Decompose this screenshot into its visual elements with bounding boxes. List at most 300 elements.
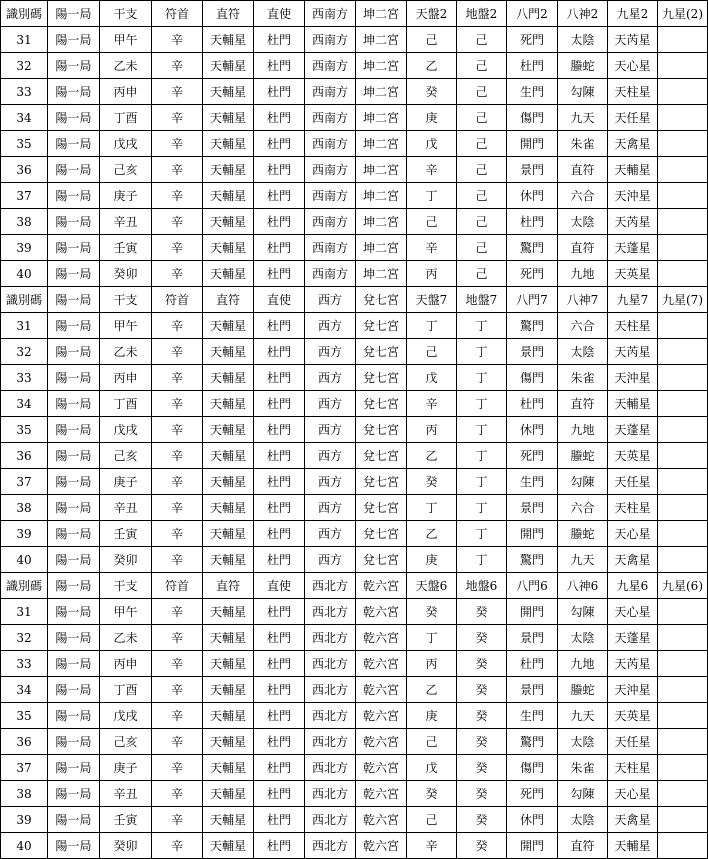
table-cell: 勾陳 [558,469,608,495]
table-cell: 太陰 [558,339,608,365]
table-cell: 驚門 [507,729,558,755]
column-header: 直符 [203,287,254,313]
table-cell: 己 [457,261,507,287]
table-cell: 陽一局 [48,235,100,261]
table-cell: 丁 [457,521,507,547]
table-cell: 31 [1,599,48,625]
table-cell: 直符 [558,833,608,859]
table-cell: 天輔星 [203,833,254,859]
table-cell: 辛 [152,235,203,261]
table-cell: 驚門 [507,547,558,573]
table-cell: 丁酉 [100,677,152,703]
table-cell: 陽一局 [48,53,100,79]
table-cell: 癸 [457,677,507,703]
table-cell: 辛 [407,157,457,183]
table-cell: 天蓬星 [608,625,658,651]
table-cell: 34 [1,105,48,131]
table-cell: 癸 [457,599,507,625]
table-cell: 37 [1,755,48,781]
table-cell: 天輔星 [203,781,254,807]
table-cell: 西北方 [305,677,356,703]
table-cell: 天蓬星 [608,235,658,261]
column-header: 西南方 [305,1,356,27]
table-cell: 35 [1,703,48,729]
table-row [1,677,708,703]
table-row [1,105,708,131]
table-cell: 陽一局 [48,651,100,677]
table-cell: 辛丑 [100,495,152,521]
table-cell: 坤二宮 [356,157,407,183]
table-cell: 天任星 [608,729,658,755]
table-cell: 癸卯 [100,833,152,859]
column-header: 八門7 [507,287,558,313]
table-cell: 天輔星 [203,547,254,573]
table-cell: 乾六宮 [356,625,407,651]
table-cell: 癸 [457,625,507,651]
table-cell: 癸 [407,599,457,625]
table-cell: 杜門 [254,365,305,391]
table-cell: 辛 [152,651,203,677]
table-cell: 杜門 [254,495,305,521]
column-header: 九星(6) [658,573,708,599]
table-cell: 死門 [507,27,558,53]
table-cell: 33 [1,79,48,105]
table-cell: 丙 [407,651,457,677]
table-cell: 癸卯 [100,261,152,287]
table-cell: 乾六宮 [356,833,407,859]
table-cell: 庚 [407,547,457,573]
table-cell: 九天 [558,547,608,573]
table-cell: 己 [407,729,457,755]
table-cell: 螣蛇 [558,443,608,469]
table-cell: 己亥 [100,157,152,183]
table-cell: 癸 [407,469,457,495]
table-cell: 己亥 [100,729,152,755]
table-cell: 癸 [407,781,457,807]
table-cell: 丁 [407,313,457,339]
table-cell: 杜門 [254,391,305,417]
table-cell [658,105,708,131]
table-cell: 直符 [558,391,608,417]
table-row [1,521,708,547]
table-cell: 勾陳 [558,781,608,807]
table-cell: 陽一局 [48,521,100,547]
table-cell: 杜門 [254,27,305,53]
table-cell: 太陰 [558,209,608,235]
table-cell: 辛 [152,625,203,651]
table-cell: 杜門 [254,651,305,677]
column-header: 符首 [152,573,203,599]
column-header: 乾六宮 [356,573,407,599]
table-cell: 開門 [507,833,558,859]
column-header: 符首 [152,1,203,27]
table-cell: 己 [457,105,507,131]
table-cell: 坤二宮 [356,235,407,261]
table-row [1,391,708,417]
table-cell: 庚子 [100,183,152,209]
column-header: 陽一局 [48,287,100,313]
table-cell: 辛 [152,469,203,495]
header-row [1,573,708,599]
table-cell: 天芮星 [608,651,658,677]
table-cell: 辛 [152,27,203,53]
table-cell: 天輔星 [203,339,254,365]
table-cell: 杜門 [254,209,305,235]
table-cell: 兌七宮 [356,339,407,365]
table-cell: 丙申 [100,365,152,391]
table-cell: 天輔星 [608,833,658,859]
table-cell: 西北方 [305,807,356,833]
table-cell: 杜門 [254,833,305,859]
table-cell [658,495,708,521]
table-cell: 丁酉 [100,105,152,131]
table-cell: 坤二宮 [356,131,407,157]
table-cell: 西北方 [305,755,356,781]
table-cell: 天沖星 [608,183,658,209]
table-cell: 杜門 [254,625,305,651]
table-cell: 死門 [507,261,558,287]
column-header: 識別碼 [1,287,48,313]
table-cell [658,339,708,365]
table-cell: 杜門 [507,391,558,417]
table-cell: 西北方 [305,703,356,729]
table-cell: 天輔星 [203,651,254,677]
table-cell: 天禽星 [608,807,658,833]
column-header: 九星(7) [658,287,708,313]
table-cell: 西北方 [305,599,356,625]
table-cell: 陽一局 [48,703,100,729]
table-cell: 辛 [152,703,203,729]
table-cell: 37 [1,183,48,209]
table-cell: 陽一局 [48,183,100,209]
table-cell [658,235,708,261]
table-cell: 辛 [152,495,203,521]
table-row [1,209,708,235]
column-header: 直使 [254,573,305,599]
table-cell: 太陰 [558,625,608,651]
table-cell: 天輔星 [203,261,254,287]
table-cell: 癸 [457,755,507,781]
table-cell: 辛 [152,261,203,287]
table-cell: 西方 [305,547,356,573]
table-cell: 六合 [558,495,608,521]
table-cell: 辛 [152,443,203,469]
table-cell: 天輔星 [203,157,254,183]
table-cell [658,365,708,391]
table-cell [658,677,708,703]
table-cell: 天禽星 [608,547,658,573]
table-cell: 生門 [507,79,558,105]
table-cell: 驚門 [507,235,558,261]
table-cell: 庚子 [100,469,152,495]
table-cell: 九天 [558,105,608,131]
table-cell: 陽一局 [48,729,100,755]
table-row [1,53,708,79]
table-cell: 天柱星 [608,755,658,781]
table-cell: 陽一局 [48,131,100,157]
table-cell: 32 [1,339,48,365]
table-cell: 癸 [457,651,507,677]
table-cell: 九地 [558,651,608,677]
column-header: 九星6 [608,573,658,599]
table-cell: 杜門 [254,677,305,703]
table-cell: 乾六宮 [356,677,407,703]
table-cell: 辛 [407,235,457,261]
table-cell: 辛 [152,781,203,807]
table-cell: 丁 [457,339,507,365]
header-row [1,287,708,313]
table-cell: 天輔星 [203,495,254,521]
table-cell: 開門 [507,131,558,157]
table-cell: 螣蛇 [558,521,608,547]
table-cell: 陽一局 [48,833,100,859]
table-row [1,495,708,521]
table-cell: 西北方 [305,625,356,651]
table-cell [658,417,708,443]
table-cell: 西方 [305,443,356,469]
table-cell: 西北方 [305,781,356,807]
table-cell [658,729,708,755]
table-cell: 丁 [457,469,507,495]
table-cell: 陽一局 [48,157,100,183]
table-cell: 34 [1,391,48,417]
table-cell [658,781,708,807]
table-cell: 西南方 [305,105,356,131]
table-cell: 生門 [507,703,558,729]
table-cell: 坤二宮 [356,183,407,209]
table-row [1,625,708,651]
table-row [1,833,708,859]
table-cell: 丁 [457,495,507,521]
table-cell: 丁 [407,625,457,651]
table-cell: 天輔星 [203,131,254,157]
table-row [1,339,708,365]
table-cell: 33 [1,651,48,677]
table-cell: 杜門 [254,183,305,209]
table-cell: 天英星 [608,443,658,469]
table-cell: 螣蛇 [558,677,608,703]
table-cell: 休門 [507,183,558,209]
table-cell: 乾六宮 [356,703,407,729]
table-cell: 杜門 [254,547,305,573]
table-cell: 壬寅 [100,807,152,833]
table-cell: 天輔星 [203,79,254,105]
table-cell: 己 [457,27,507,53]
table-row [1,755,708,781]
table-cell: 驚門 [507,313,558,339]
table-cell: 天輔星 [203,729,254,755]
table-cell: 陽一局 [48,79,100,105]
table-cell: 庚子 [100,755,152,781]
table-cell: 辛 [152,183,203,209]
column-header: 地盤7 [457,287,507,313]
table-cell: 天柱星 [608,79,658,105]
table-row [1,27,708,53]
table-cell: 38 [1,781,48,807]
table-row [1,547,708,573]
table-cell: 杜門 [254,313,305,339]
table-body [1,1,708,859]
table-cell: 天柱星 [608,495,658,521]
table-cell: 杜門 [254,339,305,365]
table-cell: 36 [1,443,48,469]
column-header: 干支 [100,573,152,599]
table-cell: 丁 [407,183,457,209]
table-cell: 景門 [507,677,558,703]
table-cell: 壬寅 [100,235,152,261]
table-row [1,651,708,677]
table-cell: 辛 [152,547,203,573]
table-cell: 39 [1,807,48,833]
table-row [1,79,708,105]
table-cell: 辛 [152,53,203,79]
table-cell: 坤二宮 [356,105,407,131]
table-cell: 辛丑 [100,781,152,807]
table-cell [658,547,708,573]
table-cell: 陽一局 [48,313,100,339]
table-cell: 杜門 [254,521,305,547]
table-cell: 傷門 [507,365,558,391]
table-cell: 西南方 [305,53,356,79]
column-header: 符首 [152,287,203,313]
table-cell: 西方 [305,521,356,547]
table-cell: 西南方 [305,235,356,261]
table-cell [658,183,708,209]
table-cell: 34 [1,677,48,703]
table-cell: 37 [1,469,48,495]
table-cell: 陽一局 [48,807,100,833]
table-cell: 辛 [152,131,203,157]
column-header: 坤二宮 [356,1,407,27]
table-cell: 天輔星 [203,27,254,53]
table-cell: 35 [1,131,48,157]
table-cell: 西方 [305,469,356,495]
table-cell: 丁 [457,313,507,339]
table-cell: 兌七宮 [356,391,407,417]
table-cell: 丁 [457,391,507,417]
table-cell [658,443,708,469]
table-cell: 己 [457,157,507,183]
table-cell: 天輔星 [203,105,254,131]
table-cell [658,625,708,651]
table-cell: 辛 [152,105,203,131]
table-cell: 辛丑 [100,209,152,235]
table-cell [658,391,708,417]
table-cell [658,53,708,79]
table-cell: 陽一局 [48,417,100,443]
column-header: 陽一局 [48,1,100,27]
table-cell: 陽一局 [48,625,100,651]
table-cell: 癸 [457,781,507,807]
table-cell: 天任星 [608,105,658,131]
table-cell: 甲午 [100,313,152,339]
table-cell: 陽一局 [48,391,100,417]
table-row [1,469,708,495]
table-cell: 陽一局 [48,469,100,495]
table-cell: 陽一局 [48,781,100,807]
table-cell: 坤二宮 [356,261,407,287]
table-cell [658,807,708,833]
table-cell: 杜門 [254,443,305,469]
table-cell: 壬寅 [100,521,152,547]
table-cell: 天蓬星 [608,417,658,443]
table-cell: 六合 [558,313,608,339]
table-cell: 陽一局 [48,677,100,703]
table-cell: 戊戌 [100,417,152,443]
table-cell: 丁 [457,443,507,469]
column-header: 直使 [254,287,305,313]
table-cell: 杜門 [254,729,305,755]
table-cell: 辛 [152,677,203,703]
table-cell: 螣蛇 [558,53,608,79]
column-header: 八門2 [507,1,558,27]
table-cell [658,157,708,183]
column-header: 天盤7 [407,287,457,313]
table-cell: 乙 [407,443,457,469]
column-header: 西方 [305,287,356,313]
column-header: 直符 [203,1,254,27]
table-cell: 西北方 [305,833,356,859]
table-cell: 己 [457,209,507,235]
table-cell: 癸卯 [100,547,152,573]
table-cell: 天輔星 [203,625,254,651]
table-cell: 庚 [407,703,457,729]
table-cell: 太陰 [558,27,608,53]
table-row [1,365,708,391]
table-cell: 陽一局 [48,547,100,573]
table-cell: 西南方 [305,183,356,209]
table-cell: 西方 [305,339,356,365]
table-cell: 丁 [457,547,507,573]
table-cell: 31 [1,313,48,339]
table-cell: 杜門 [507,53,558,79]
table-cell: 癸 [457,807,507,833]
table-cell: 兌七宮 [356,469,407,495]
table-cell: 杜門 [254,157,305,183]
table-cell: 癸 [457,703,507,729]
table-cell: 乙未 [100,339,152,365]
table-cell: 戊戌 [100,131,152,157]
table-cell: 乙 [407,53,457,79]
table-cell: 辛 [407,833,457,859]
table-cell: 景門 [507,495,558,521]
column-header: 八門6 [507,573,558,599]
table-cell: 生門 [507,469,558,495]
table-cell: 丁 [407,495,457,521]
table-cell: 38 [1,209,48,235]
column-header: 干支 [100,287,152,313]
table-cell: 33 [1,365,48,391]
table-cell [658,703,708,729]
table-cell: 35 [1,417,48,443]
column-header: 西北方 [305,573,356,599]
table-cell: 天輔星 [608,157,658,183]
table-cell: 38 [1,495,48,521]
column-header: 九星2 [608,1,658,27]
table-cell: 戊 [407,131,457,157]
table-cell: 辛 [152,417,203,443]
table-cell: 乾六宮 [356,781,407,807]
table-cell: 40 [1,547,48,573]
table-cell: 癸 [407,79,457,105]
table-cell: 辛 [152,599,203,625]
table-cell: 辛 [152,313,203,339]
table-cell [658,755,708,781]
table-row [1,157,708,183]
table-cell: 兌七宮 [356,365,407,391]
table-cell: 甲午 [100,599,152,625]
column-header: 直符 [203,573,254,599]
